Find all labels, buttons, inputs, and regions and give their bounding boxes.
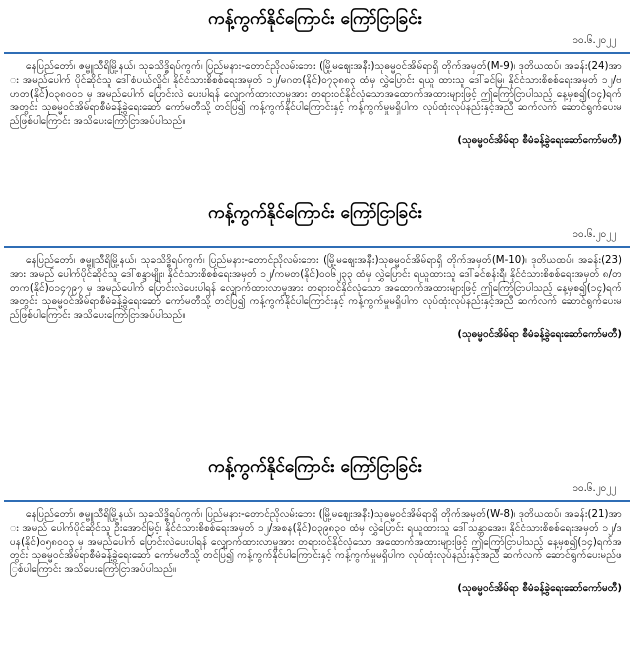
notice-date: ၁၀.၆.၂၀၂၂ xyxy=(572,229,616,240)
notice-title: ကန့်ကွက်နိုင်ကြောင်း ကြော်ငြာခြင်း xyxy=(207,9,423,29)
notice-date: ၁၀.၆.၂၀၂၂ xyxy=(572,35,616,46)
notice-title: ကန့်ကွက်နိုင်ကြောင်း ကြော်ငြာခြင်း xyxy=(207,203,423,223)
notice-body: နေပြည်တော်၊ ဇမ္ဗူသီရိမြို့နယ်၊ သုခသိဒ္ဓိရပ်ကွက်၊ ပြည်မနား-တောင်ညိုလမ်းဘေး (မြို့မဈေးအနီး)သုဓမ္မဝင်အိမ်ရာရှိ တိုက်အမှတ်(M-9)၊ ဒုတိယထပ်၊ အခန်း(24)အား အမည်ပေါက် ပိုင်ဆိုင်သူ ဒေါ်စံပယ်လှိုင်၊ နိုင်ငံသားစိစစ်ရေးအမှတ် ၁၂/မဂတ(နိုင်)၀၇၃၈၈၃ ထံမှ လွှဲပြောင်း ရယူ ထားသူ ဒေါ်ခင်မြ၊ နိုင်ငံသားစိစစ်ရေးအမှတ် ၁၂/ဗဟတ(နိုင်)၀၃၈၀၀၁ မှ အမည်ပေါက် ပြောင်းလဲ ပေးပါရန် လျှောက်ထားလာမှုအား တရားဝင်နိုင်လုံသောအထောက်အထားများဖြင့် ဤကြော်ငြာပါသည့် နေ့မှစ၍(၁၄)ရက်အတွင်း သုဓမ္မဝင်အိမ်ရာစီမံခန့်ခွဲရေးဆော် ကော်မတီသို့ တင်ပြ၍ ကန့်ကွက်နိုင်ပါကြောင်းနှင့် ကန့်ကွက်မှုမရှိပါက လုပ်ထုံးလုပ်နည်းနှင့်အညီ ဆက်လက် ဆောင်ရွက်ပေးမည်ဖြစ်ပါကြောင်း အသိပေးကြော်ငြာအပ်ပါသည်။ xyxy=(10,61,622,128)
notice-signature: (သုဓမ္မဝင်အိမ်ရာ စီမံခန့်ခွဲရေးဆော်ကော်မတီ) xyxy=(457,328,622,340)
notice-signature: (သုဓမ္မဝင်အိမ်ရာ စီမံခန့်ခွဲရေးဆော်ကော်မတီ) xyxy=(457,582,622,594)
notice-1 xyxy=(0,4,630,148)
notice-body: နေပြည်တော်၊ ဇမ္ဗူသီရိမြို့နယ်၊ သုခသိဒ္ဓိရပ်ကွက်၊ ပြည်မနား-တောင်ညိုလမ်းဘေး (မြို့မဈေးအနီး)သုဓမ္မဝင်အိမ်ရာရှိ တိုက်အမှတ်(M-10)၊ ဒုတိယထပ်၊ အခန်း(23)အား အမည် ပေါက်ပိုင်ဆိုင်သူ ဒေါ်စန္ဒာမျိုး၊ နိုင်ငံသားစိစစ်ရေးအမှတ် ၁၂/ကမတ(နိုင်)၀၀၆၂၃၃ ထံမှ လွှဲပြောင်း ရယူထားသူ ဒေါ်ခင်စန်းရီ၊ နိုင်ငံသားစိစစ်ရေးအမှတ် ၈/တတက(နိုင်)၀၁၄၇၉၇ မှ အမည်ပေါက် ပြောင်းလဲပေးပါရန် လျှောက်ထားလာမှုအား တရားဝင်နိုင်လုံသော အထောက်အထားများဖြင့် ဤကြော်ငြာပါသည့် နေ့မှစ၍(၁၄)ရက်အတွင်း သုဓမ္မဝင်အိမ်ရာစီမံခန့်ခွဲရေးဆော် ကော်မတီသို့ တင်ပြ၍ ကန့်ကွက်နိုင်ပါကြောင်းနှင့် ကန့်ကွက်မှုမရှိပါက လုပ်ထုံးလုပ်နည်းနှင့်အညီ ဆက်လက် ဆောင်ရွက်ပေးမည်ဖြစ်ပါကြောင်း အသိပေးကြော်ငြာအပ်ပါသည်။ xyxy=(10,255,622,322)
notice-signature: (သုဓမ္မဝင်အိမ်ရာ စီမံခန့်ခွဲရေးဆော်ကော်မတီ) xyxy=(457,134,622,146)
notice-2 xyxy=(0,198,630,342)
notice-body: နေပြည်တော်၊ ဇမ္ဗူသီရိမြို့နယ်၊ သုခသိဒ္ဓိရပ်ကွက်၊ ပြည်မနား-တောင်ညိုလမ်းဘေး (မြို့မဈေးအနီး)သုဓမ္မဝင်အိမ်ရာရှိ တိုက်အမှတ်(W-8)၊ ဒုတိယထပ်၊ အခန်း(21)အား အမည် ပေါက်ပိုင်ဆိုင်သူ ဦးအောင်မြင့်၊ နိုင်ငံသားစိစစ်ရေးအမှတ် ၁၂/အစန(နိုင်)၀၃၉၈၃၀ ထံမှ လွှဲပြောင်း ရယူထားသူ ဒေါ်သန္တာအေး၊ နိုင်ငံသားစိစစ်ရေးအမှတ် ၁၂/ဒပန(နိုင်)၀၅၈၀၀၃ မှ အမည်ပေါက် ပြောင်းလဲပေးပါရန် လျှောက်ထားလာမှုအား တရားဝင်နိုင်လုံသော အထောက်အထားများဖြင့် ဤကြော်ငြာပါသည့် နေ့မှစ၍(၁၄)ရက်အတွင်း သုဓမ္မဝင်အိမ်ရာစီမံခန့်ခွဲရေးဆော် ကော်မတီသို့ တင်ပြ၍ ကန့်ကွက်နိုင်ပါကြောင်းနှင့် ကန့်ကွက်မှုမရှိပါက လုပ်ထုံးလုပ်နည်းနှင့်အညီ ဆက်လက် ဆောင်ရွက်ပေးမည်ဖြစ်ပါကြောင်း အသိပေးကြော်ငြာအပ်ပါသည်။ xyxy=(10,509,622,576)
notice-title: ကန့်ကွက်နိုင်ကြောင်း ကြော်ငြာခြင်း xyxy=(207,457,423,477)
notice-date: ၁၀.၆.၂၀၂၂ xyxy=(572,483,616,494)
notice-3 xyxy=(0,452,630,596)
